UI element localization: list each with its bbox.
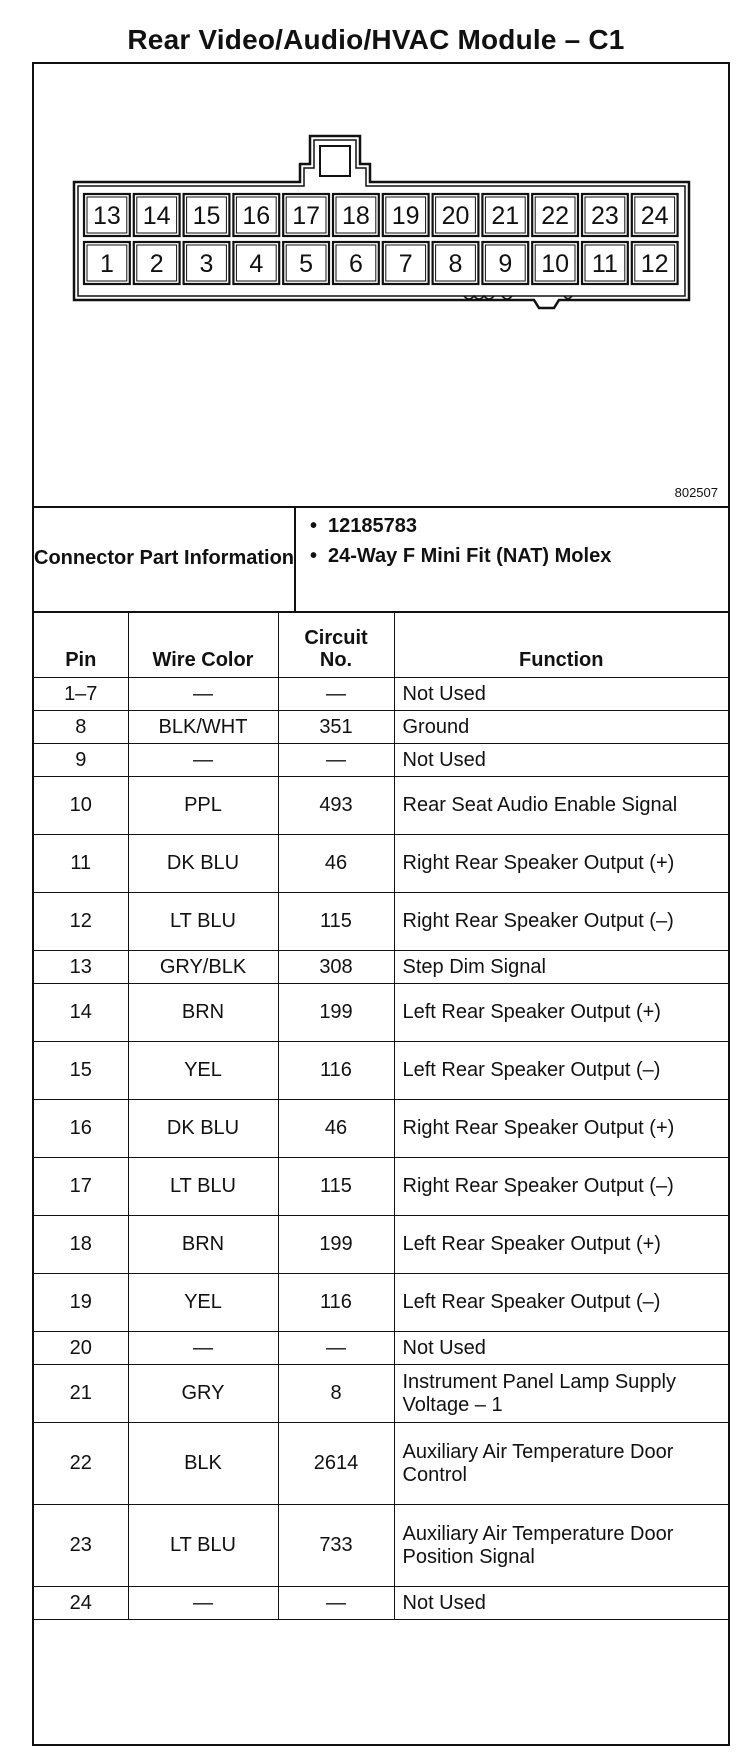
table-row: [34, 1274, 728, 1332]
connector-diagram: [34, 64, 728, 508]
cell-function: Rear Seat Audio Enable Signal: [394, 777, 728, 835]
table-row: [34, 1042, 728, 1100]
cell-wire-color: BLK: [128, 1423, 278, 1505]
cell-wire-color: YEL: [128, 1274, 278, 1332]
cell-function: Instrument Panel Lamp Supply Voltage – 1: [394, 1365, 728, 1423]
table-row: [34, 777, 728, 835]
table-row: [34, 951, 728, 984]
cell-pin: 1–7: [34, 678, 128, 711]
pin-number-top: 16: [242, 202, 271, 230]
diagram-ref-number: 802507: [674, 485, 718, 500]
table-row: [34, 1365, 728, 1423]
pin-number-bottom: 6: [348, 250, 363, 278]
cell-function: Not Used: [394, 744, 728, 777]
table-row: [34, 1587, 728, 1620]
cell-function: Right Rear Speaker Output (–): [394, 893, 728, 951]
connector-sheet: [32, 62, 730, 1746]
pin-number-bottom: 8: [448, 250, 463, 278]
cell-circuit: —: [278, 1587, 394, 1620]
table-row: [34, 1158, 728, 1216]
connector-info-label: Connector Part Information: [34, 506, 296, 611]
cell-wire-color: LT BLU: [128, 893, 278, 951]
cell-circuit: 308: [278, 951, 394, 984]
table-row: [34, 1423, 728, 1505]
table-row: [34, 1216, 728, 1274]
bullet-icon: •: [310, 545, 318, 567]
pin-number-top: 21: [491, 202, 520, 230]
table-row: [34, 984, 728, 1042]
cell-wire-color: LT BLU: [128, 1505, 278, 1587]
cell-pin: 12: [34, 893, 128, 951]
cell-circuit: 8: [278, 1365, 394, 1423]
pin-number-bottom: 3: [199, 250, 214, 278]
pin-number-top: 19: [391, 202, 420, 230]
cell-wire-color: BRN: [128, 1216, 278, 1274]
pin-number-top: 17: [292, 202, 321, 230]
cell-wire-color: BRN: [128, 984, 278, 1042]
pin-number-top: 22: [541, 202, 570, 230]
cell-circuit: 116: [278, 1042, 394, 1100]
table-row: [34, 744, 728, 777]
pin-number-bottom: 2: [149, 250, 164, 278]
cell-circuit: 2614: [278, 1423, 394, 1505]
pin-number-bottom: 5: [299, 250, 314, 278]
cell-function: Not Used: [394, 1587, 728, 1620]
pin-number-top: 14: [142, 202, 171, 230]
pin-number-bottom: 7: [398, 250, 413, 278]
pin-number-bottom: 12: [640, 250, 669, 278]
page-title: Rear Video/Audio/HVAC Module – C1: [127, 24, 625, 55]
table-header-row: [34, 611, 728, 678]
cell-circuit: 46: [278, 1100, 394, 1158]
cell-pin: 10: [34, 777, 128, 835]
pinout-table: [34, 611, 728, 1620]
pin-number-top: 20: [441, 202, 470, 230]
cell-pin: 24: [34, 1587, 128, 1620]
pin-number-top: 15: [192, 202, 221, 230]
cell-function: Right Rear Speaker Output (+): [394, 835, 728, 893]
cell-wire-color: —: [128, 1587, 278, 1620]
pin-number-bottom: 4: [249, 250, 264, 278]
table-row: [34, 835, 728, 893]
cell-pin: 13: [34, 951, 128, 984]
pin-number-top: 23: [590, 202, 619, 230]
header-pin: Pin: [34, 611, 128, 678]
header-circuit: Circuit No.: [278, 611, 394, 678]
cell-wire-color: YEL: [128, 1042, 278, 1100]
cell-function: Left Rear Speaker Output (–): [394, 1274, 728, 1332]
cell-function: Right Rear Speaker Output (+): [394, 1100, 728, 1158]
header-wire-color: Wire Color: [128, 611, 278, 678]
cell-wire-color: GRY: [128, 1365, 278, 1423]
cell-pin: 18: [34, 1216, 128, 1274]
cell-wire-color: DK BLU: [128, 1100, 278, 1158]
cell-pin: 21: [34, 1365, 128, 1423]
cell-function: Auxiliary Air Temperature Door Position Signal: [394, 1505, 728, 1587]
connector-info-item: • 12185783: [310, 515, 417, 537]
cell-circuit: 199: [278, 984, 394, 1042]
bullet-icon: •: [310, 515, 318, 537]
cell-circuit: 199: [278, 1216, 394, 1274]
table-row: [34, 711, 728, 744]
cell-circuit: 351: [278, 711, 394, 744]
cell-function: Auxiliary Air Temperature Door Control: [394, 1423, 728, 1505]
cell-circuit: —: [278, 678, 394, 711]
cell-function: Ground: [394, 711, 728, 744]
cell-function: Right Rear Speaker Output (–): [394, 1158, 728, 1216]
table-row: [34, 1505, 728, 1587]
table-row: [34, 1100, 728, 1158]
latch-window: [320, 146, 350, 176]
cell-circuit: —: [278, 744, 394, 777]
cell-wire-color: GRY/BLK: [128, 951, 278, 984]
connector-info-list: [296, 506, 728, 611]
cell-pin: 17: [34, 1158, 128, 1216]
cell-wire-color: PPL: [128, 777, 278, 835]
cell-pin: 23: [34, 1505, 128, 1587]
cell-function: Not Used: [394, 1332, 728, 1365]
cell-wire-color: DK BLU: [128, 835, 278, 893]
pin-number-bottom: 1: [99, 250, 114, 278]
pin-number-bottom: 9: [498, 250, 513, 278]
pin-number-top: 24: [640, 202, 669, 230]
table-row: [34, 1332, 728, 1365]
table-row: [34, 893, 728, 951]
cell-circuit: 733: [278, 1505, 394, 1587]
pin-number-top: 13: [92, 202, 121, 230]
cell-function: Step Dim Signal: [394, 951, 728, 984]
cell-circuit: 46: [278, 835, 394, 893]
cell-pin: 11: [34, 835, 128, 893]
cell-function: Left Rear Speaker Output (–): [394, 1042, 728, 1100]
cell-wire-color: —: [128, 744, 278, 777]
cell-wire-color: BLK/WHT: [128, 711, 278, 744]
cell-circuit: 493: [278, 777, 394, 835]
cell-function: Left Rear Speaker Output (+): [394, 1216, 728, 1274]
cell-wire-color: —: [128, 678, 278, 711]
cell-pin: 16: [34, 1100, 128, 1158]
cell-circuit: 115: [278, 1158, 394, 1216]
cell-circuit: 115: [278, 893, 394, 951]
cell-pin: 8: [34, 711, 128, 744]
cell-pin: 22: [34, 1423, 128, 1505]
connector-info-item: • 24-Way F Mini Fit (NAT) Molex: [310, 545, 612, 567]
pin-number-top: 18: [341, 202, 370, 230]
cell-function: Left Rear Speaker Output (+): [394, 984, 728, 1042]
cell-pin: 15: [34, 1042, 128, 1100]
cell-circuit: 116: [278, 1274, 394, 1332]
header-function: Function: [394, 611, 728, 678]
connector-face-drawing: [34, 64, 728, 506]
cell-circuit: —: [278, 1332, 394, 1365]
cell-pin: 9: [34, 744, 128, 777]
cell-wire-color: —: [128, 1332, 278, 1365]
pin-number-bottom: 10: [541, 250, 570, 278]
cell-pin: 20: [34, 1332, 128, 1365]
cell-wire-color: LT BLU: [128, 1158, 278, 1216]
pin-number-bottom: 11: [591, 250, 618, 278]
connector-part-info: [34, 506, 728, 613]
table-row: [34, 678, 728, 711]
cell-pin: 14: [34, 984, 128, 1042]
cell-function: Not Used: [394, 678, 728, 711]
cell-pin: 19: [34, 1274, 128, 1332]
